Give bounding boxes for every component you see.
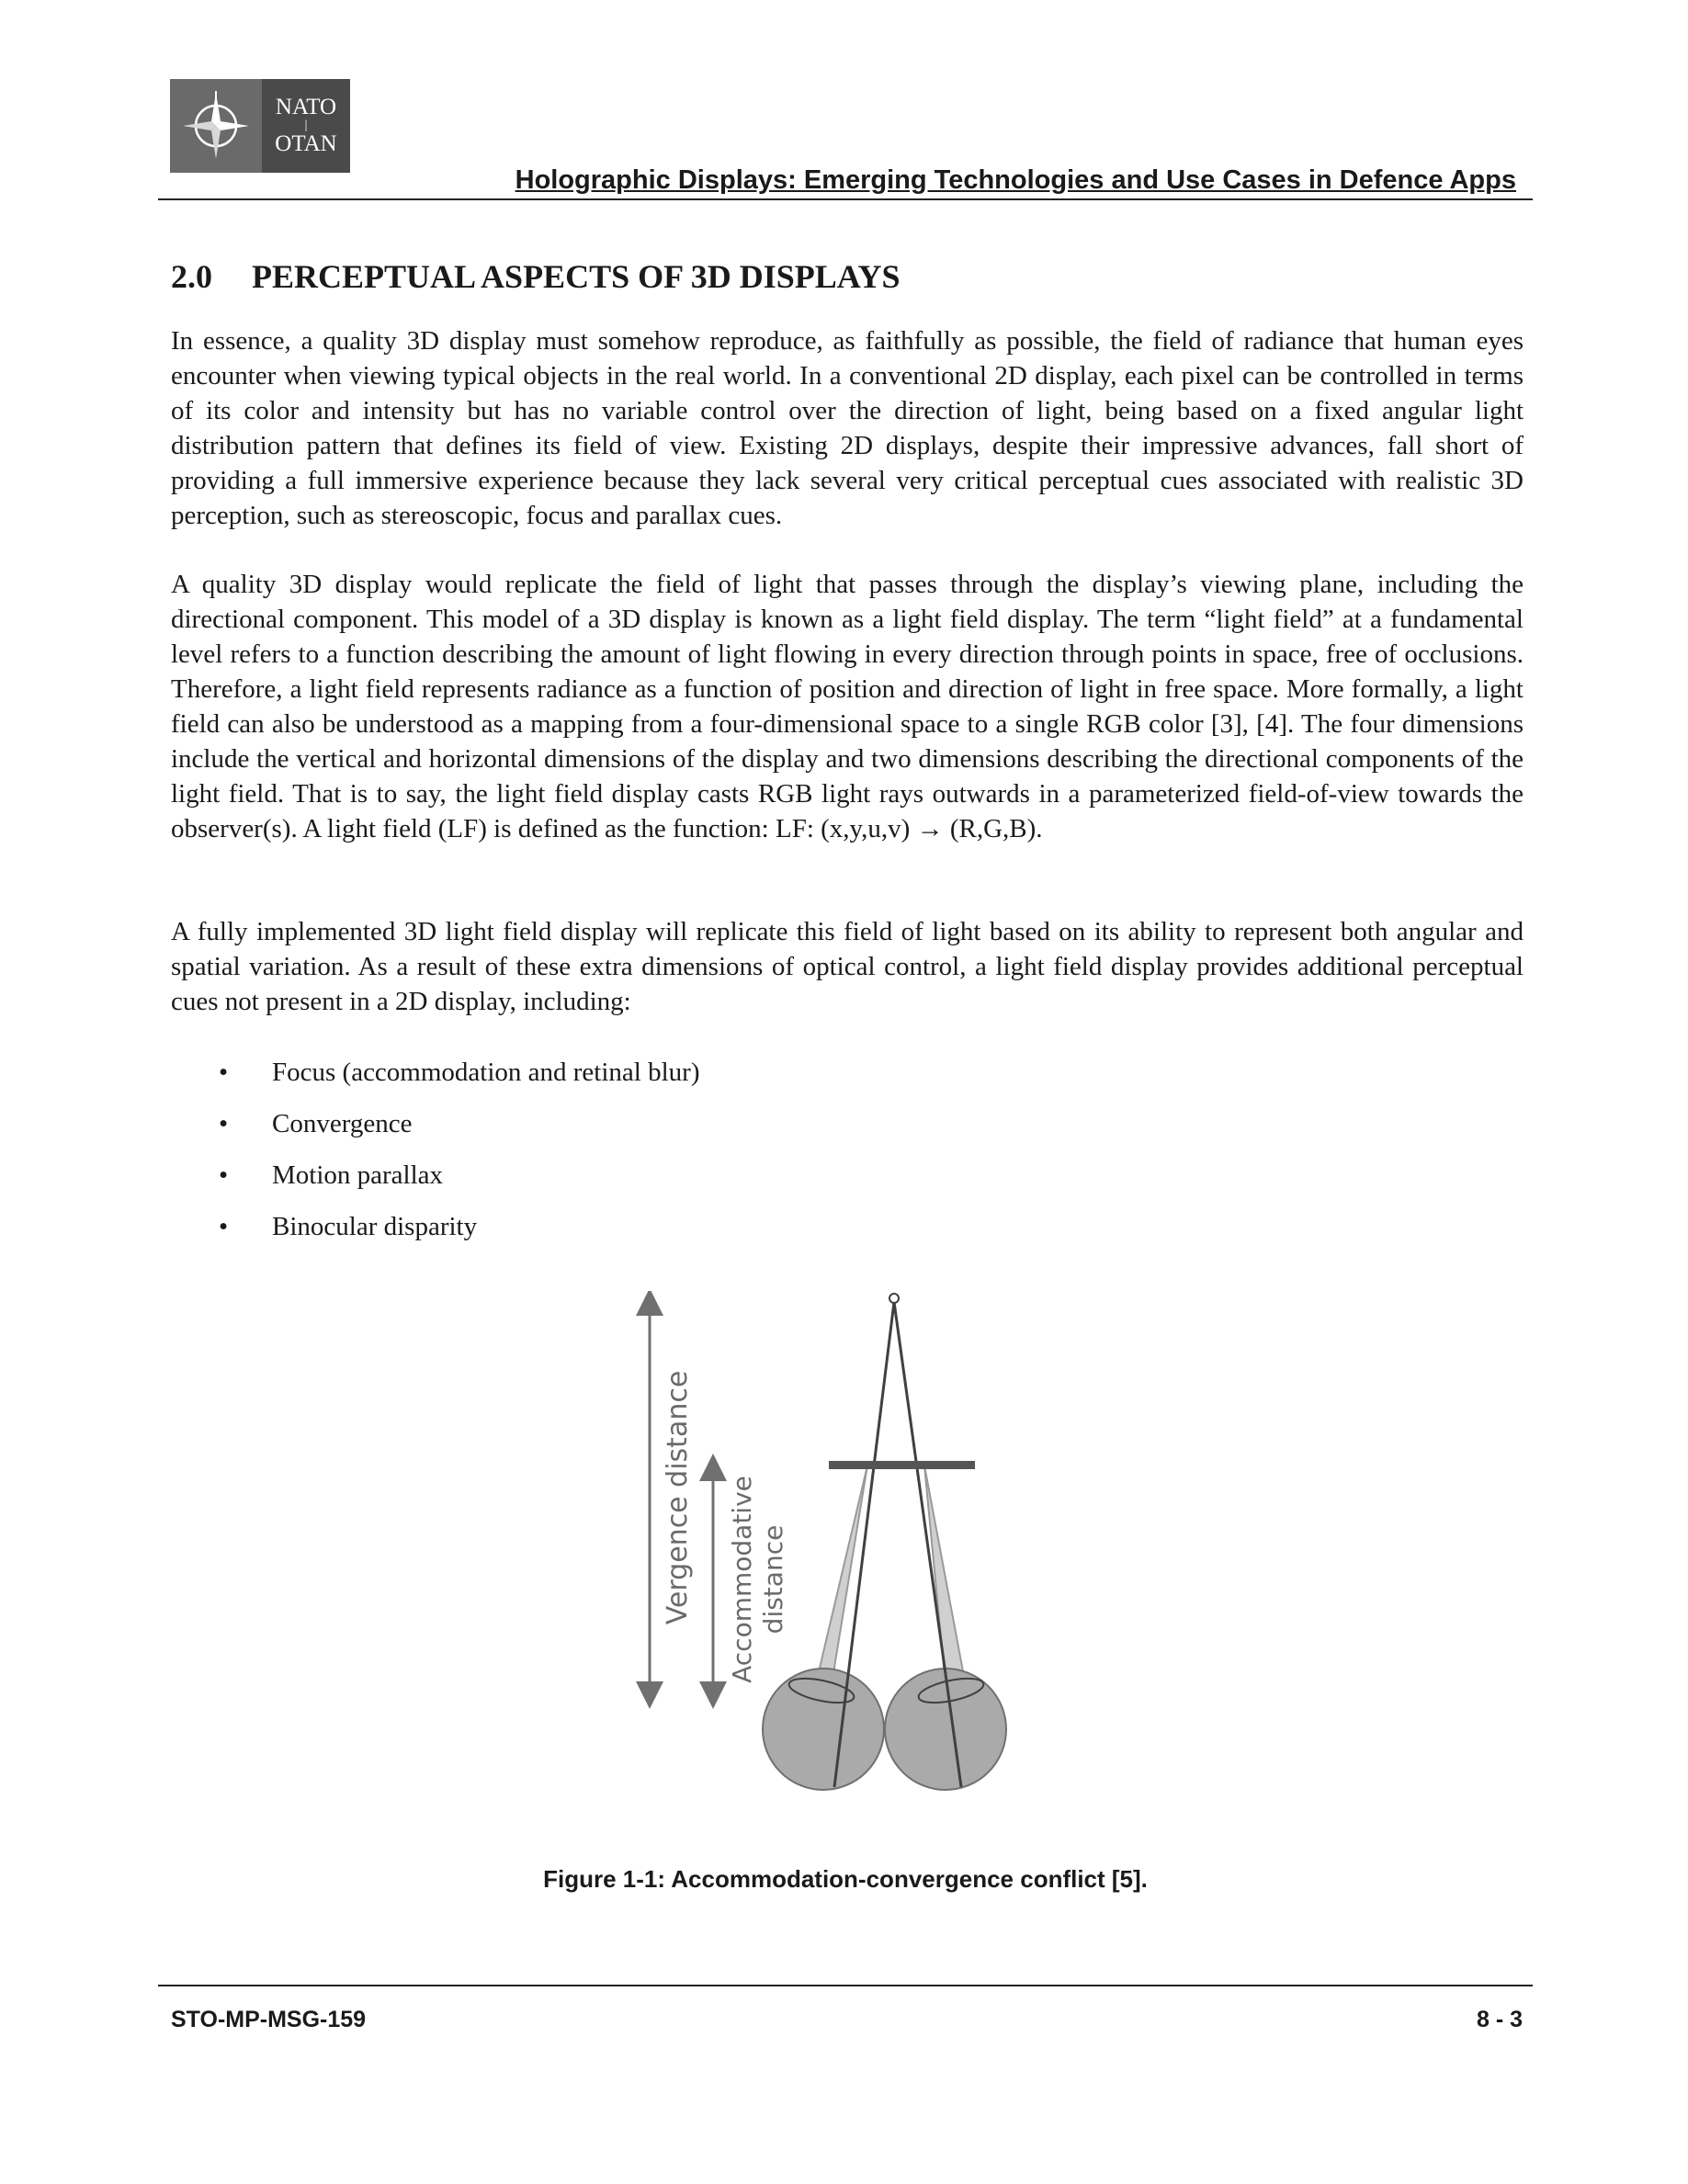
section-title: PERCEPTUAL ASPECTS OF 3D DISPLAYS (252, 258, 901, 295)
list-item-text: Convergence (272, 1109, 413, 1138)
perceptual-cues-list (171, 1055, 699, 1261)
bullet-icon: • (219, 1160, 229, 1190)
section-number: 2.0 (171, 258, 212, 295)
list-item-text: Binocular disparity (272, 1212, 478, 1241)
figure-caption: Figure 1-1: Accommodation-convergence conflict [5]. (543, 1865, 1148, 1893)
page-number: 8 - 3 (1476, 2007, 1523, 2032)
logo-line-nato: NATO (275, 94, 337, 119)
list-item (171, 1158, 699, 1209)
bullet-icon: • (219, 1212, 229, 1241)
section-heading (171, 257, 901, 296)
screen-plane (829, 1461, 975, 1469)
paragraph-1: In essence, a quality 3D display must somehow reproduce, as faithfully as possible, the field of radiance that human eyes encounter when viewing typical objects in the real world. In a conventional 2D display, each pixel can be controlled in terms of its color and intensity but has no variable control over the direction of light, being based on a fixed angular light distribution pattern that defines its field of view. Existing 2D displays, despite their impressive advances, fall short of providing a full immersive experience because they lack several very critical perceptual cues associated with realistic 3D perception, such as stereoscopic, focus and parallax cues. (171, 326, 1524, 530)
list-item-text: Motion parallax (272, 1160, 444, 1190)
accommodative-distance-label-line2: distance (758, 1524, 788, 1635)
left-eye (763, 1669, 884, 1790)
list-item-text: Focus (accommodation and retinal blur) (272, 1058, 700, 1087)
paragraph-2: A quality 3D display would replicate the field of light that passes through the display’s viewing plane, including the directional component. This model of a 3D display is known as a light field display. The term “light field” at a fundamental level refers to a function describing the amount of light flowing in every direction through points in space, free of occlusions. Therefore, a light field represents radiance as a function of position and direction of light in free space. More formally, a light field can also be understood as a mapping from a four-dimensional space to a single RGB color [3], [4]. The four dimensions include the vertical and horizontal dimensions of the display and two dimensions describing the directional components of the light field. That is to say, the light field display casts RGB light rays outwards in a parameterized field-of-view towards the observer(s). A light field (LF) is defined as the function: LF: (x,y,u,v) → (R,G,B). (171, 570, 1524, 843)
list-item (171, 1106, 699, 1158)
paragraph-3: A fully implemented 3D light field display will replicate this field of light based on its ability to represent both angular and spatial variation. As a result of these extra dimensions of optical control, a light field display provides additional perceptual cues not present in a 2D display, including: (171, 917, 1524, 1016)
header-rule (158, 198, 1533, 200)
list-item (171, 1055, 699, 1106)
logo-line-otan: OTAN (275, 131, 337, 156)
logo-wordmark (262, 79, 350, 173)
compass-star-icon (170, 79, 262, 173)
bullet-icon: • (219, 1058, 229, 1087)
accommodation-convergence-figure (625, 1291, 1011, 1824)
logo-separator: | (304, 119, 308, 132)
running-header: Holographic Displays: Emerging Technologies and Use Cases in Defence Apps (515, 165, 1516, 195)
vergence-distance-label: Vergence distance (662, 1370, 694, 1625)
footer-rule (158, 1985, 1533, 1986)
vergence-point (889, 1294, 899, 1303)
right-eye (885, 1669, 1006, 1790)
nato-logo (170, 79, 350, 173)
bullet-icon: • (219, 1109, 229, 1138)
list-item (171, 1209, 699, 1261)
accommodative-distance-label-line1: Accommodative (727, 1476, 757, 1683)
document-id: STO-MP-MSG-159 (171, 2007, 367, 2032)
